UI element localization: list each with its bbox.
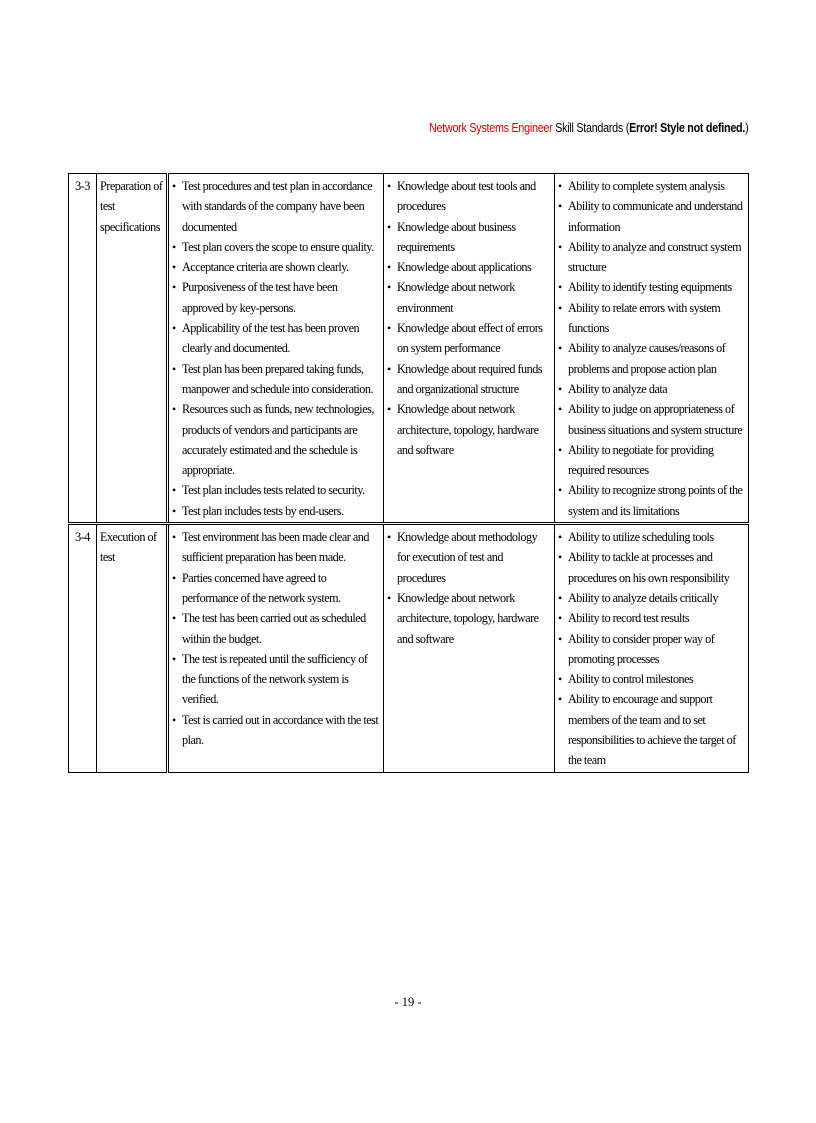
bullet-item: • Knowledge about business requirements xyxy=(387,217,551,258)
page-header xyxy=(429,121,748,135)
bullet-item: • Ability to tackle at processes and procedures on his own responsibility xyxy=(558,547,745,588)
header-error-text: Error! Style not defined. xyxy=(628,121,745,135)
bullet-item: • Ability to recognize strong points of the system and its limitations xyxy=(558,480,745,521)
header-close-paren: ) xyxy=(744,121,748,135)
bullet-item: • Test environment has been made clear and sufficient preparation has been made. xyxy=(172,527,380,568)
bullet-item: • Ability to analyze and construct system structure xyxy=(558,237,745,278)
bullet-item: • Ability to complete system analysis xyxy=(558,176,745,196)
skill-standards-table xyxy=(68,173,749,773)
bullet-item: • Ability to analyze data xyxy=(558,379,745,399)
bullet-item: • Test plan includes tests related to security. xyxy=(172,480,380,500)
bullet-item: • Knowledge about effect of errors on system performance xyxy=(387,318,551,359)
row-number: 3-3 xyxy=(69,174,97,524)
knowledge-cell xyxy=(384,524,555,773)
table-row xyxy=(69,174,749,524)
bullet-item: • Ability to analyze causes/reasons of problems and propose action plan xyxy=(558,338,745,379)
bullet-item: • Ability to encourage and support members of the team and to set responsibilities to achieve the target of the team xyxy=(558,689,745,770)
bullet-item: • Knowledge about network environment xyxy=(387,277,551,318)
page-number: - 19 - xyxy=(394,995,422,1009)
bullet-item: • Resources such as funds, new technologies, products of vendors and participants are accurately estimated and the schedule is appropriate. xyxy=(172,399,380,480)
bullet-item: • Acceptance criteria are shown clearly. xyxy=(172,257,380,277)
bullet-item: • Parties concerned have agreed to performance of the network system. xyxy=(172,568,380,609)
bullet-item: • Test plan includes tests by end-users. xyxy=(172,501,380,521)
abilities-cell xyxy=(555,174,749,524)
bullet-item: • Purposiveness of the test have been approved by key-persons. xyxy=(172,277,380,318)
abilities-list xyxy=(558,176,745,521)
knowledge-list xyxy=(387,176,551,460)
bullet-item: • Ability to judge on appropriateness of business situations and system structure xyxy=(558,399,745,440)
header-job-title: Network Systems Engineer xyxy=(428,121,553,135)
bullet-item: • Knowledge about network architecture, topology, hardware and software xyxy=(387,588,551,649)
criteria-list xyxy=(172,176,380,521)
bullet-item: • Test is carried out in accordance with the test plan. xyxy=(172,710,380,751)
criteria-cell xyxy=(168,174,384,524)
task-name: Preparation of test specifications xyxy=(97,174,168,524)
task-name: Execution of test xyxy=(97,524,168,773)
bullet-item: • Test procedures and test plan in accordance with standards of the company have been documented xyxy=(172,176,380,237)
bullet-item: • The test has been carried out as scheduled within the budget. xyxy=(172,608,380,649)
bullet-item: • Ability to record test results xyxy=(558,608,745,628)
row-number: 3-4 xyxy=(69,524,97,773)
bullet-item: • Ability to identify testing equipments xyxy=(558,277,745,297)
bullet-item: • Applicability of the test has been proven clearly and documented. xyxy=(172,318,380,359)
bullet-item: • Ability to relate errors with system functions xyxy=(558,298,745,339)
bullet-item: • Ability to control milestones xyxy=(558,669,745,689)
bullet-item: • The test is repeated until the sufficiency of the functions of the network system is verified. xyxy=(172,649,380,710)
bullet-item: • Ability to analyze details critically xyxy=(558,588,745,608)
bullet-item: • Knowledge about methodology for execution of test and procedures xyxy=(387,527,551,588)
bullet-item: • Knowledge about applications xyxy=(387,257,551,277)
bullet-item: • Ability to utilize scheduling tools xyxy=(558,527,745,547)
bullet-item: • Knowledge about test tools and procedures xyxy=(387,176,551,217)
header-skill-standards: Skill Standards ( xyxy=(552,121,629,135)
bullet-item: • Test plan has been prepared taking funds, manpower and schedule into consideration. xyxy=(172,359,380,400)
bullet-item: • Ability to communicate and understand information xyxy=(558,196,745,237)
bullet-item: • Ability to negotiate for providing required resources xyxy=(558,440,745,481)
abilities-cell xyxy=(555,524,749,773)
bullet-item: • Ability to consider proper way of promoting processes xyxy=(558,629,745,670)
knowledge-list xyxy=(387,527,551,649)
criteria-list xyxy=(172,527,380,750)
abilities-list xyxy=(558,527,745,771)
criteria-cell xyxy=(168,524,384,773)
bullet-item: • Knowledge about network architecture, topology, hardware and software xyxy=(387,399,551,460)
table-row xyxy=(69,524,749,773)
knowledge-cell xyxy=(384,174,555,524)
bullet-item: • Knowledge about required funds and organizational structure xyxy=(387,359,551,400)
bullet-item: • Test plan covers the scope to ensure quality. xyxy=(172,237,380,257)
